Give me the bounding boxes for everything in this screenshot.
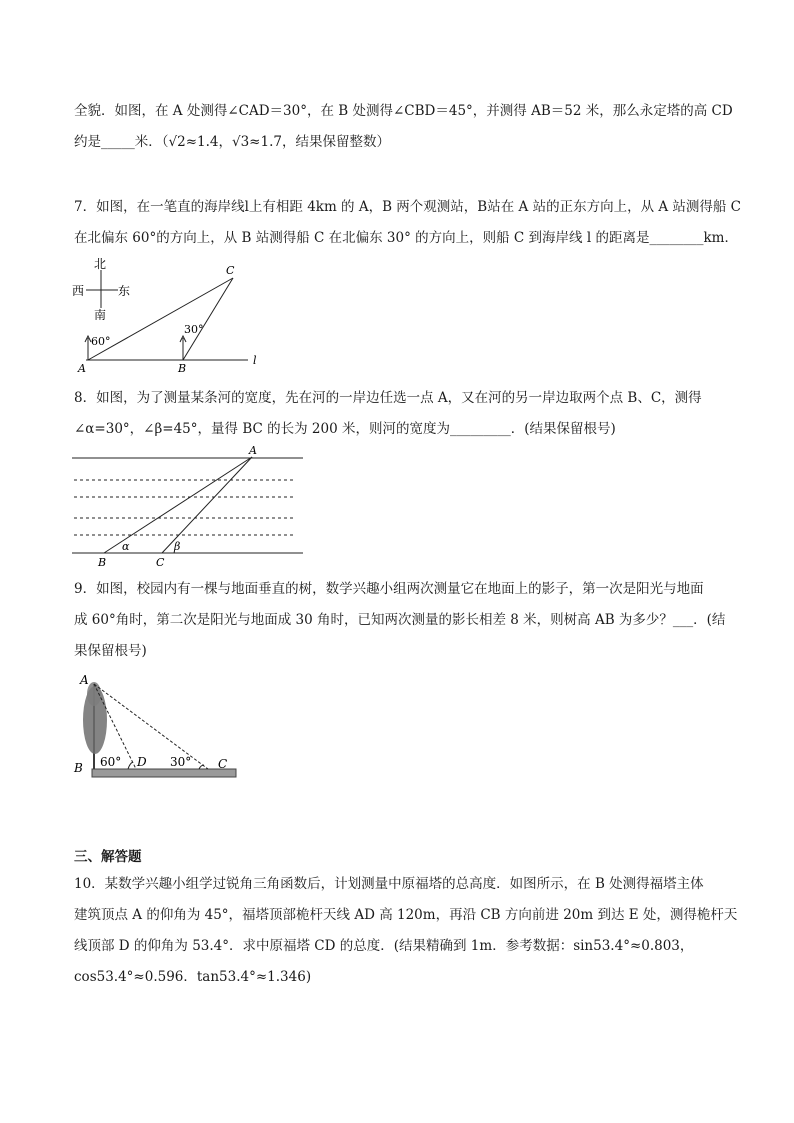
line-ab [104,457,252,553]
angle-60-arc [128,762,133,769]
point-a-label: A [249,444,257,457]
angle-30-label: 30° [184,323,204,336]
q6-text-line2: 约是_____米．（√2≈1.4，√3≈1.7，结果保留整数） [74,134,390,150]
line-ac [162,457,252,553]
point-b-label: B [74,761,83,775]
q8-text-line1: 8．如图，为了测量某条河的宽度，先在河的一岸边任选一点 A，又在河的另一岸边取两个点 B、C，测得 [74,390,702,406]
compass-south-label: 南 [94,308,107,322]
angle-beta-label: β [174,540,181,553]
q8-figure [68,443,308,569]
q9-figure [70,672,242,784]
angle-alpha-label: α [122,540,130,553]
q9-text-line3: 果保留根号) [74,643,147,659]
q8-text-line2: ∠α=30°，∠β=45°，量得 BC 的长为 200 米，则河的宽度为_________．(结果保留根号) [74,421,616,437]
point-b-label: B [98,556,107,569]
angle-60-label: 60° [91,335,111,348]
compass-west-label: 西 [72,284,85,298]
q9-text-line2: 成 60°角时，第二次是阳光与地面成 30 角时，已知两次测量的影长相差 8 米，则树高 AB 为多少？___．(结 [74,612,726,628]
ground-bar [92,769,236,777]
q7-text-line1: 7．如图，在一笔直的海岸线l上有相距 4km 的 A，B 两个观测站，B站在 A 站的正东方向上，从 A 站测得船 C [74,199,742,215]
q10-text-line3: 线顶部 D 的仰角为 53.4°．求中原福塔 CD 的总度．(结果精确到 1m．参考数据：sin53.4°≈0.803， [74,938,694,954]
point-a-label: A [80,673,89,687]
q7-text-line2: 在北偏东 60°的方向上，从 B 站测得船 C 在北偏东 30° 的方向上，则船 C 到海岸线 l 的距离是________km． [74,230,738,246]
compass-east-label: 东 [118,284,131,298]
q9-text-line1: 9．如图，校园内有一棵与地面垂直的树，数学兴趣小组两次测量它在地面上的影子，第一次是阳光与地面 [74,581,704,597]
angle-60-label: 60° [100,755,122,769]
point-c-label: C [156,556,165,569]
section3-heading: 三、解答题 [74,849,142,865]
sight-line-bc [183,278,233,360]
line-l-label: l [253,354,257,367]
q10-text-line1: 10．某数学兴趣小组学过锐角三角函数后，计划测量中原福塔的总高度．如图所示，在 B 处测得福塔主体 [74,876,704,892]
angle-30-label: 30° [170,755,192,769]
point-b-label: B [178,362,187,374]
compass-north-label: 北 [94,257,107,271]
point-c-label: C [218,757,228,771]
point-d-label: D [137,755,147,769]
point-c-label: C [226,264,235,277]
q7-figure [68,256,268,374]
q6-text-line1: 全貌．如图，在 A 处测得∠CAD＝30°，在 B 处测得∠CBD＝45°，并测得 AB＝52 米，那么永定塔的高 CD [74,103,733,119]
point-a-label: A [78,362,86,374]
q10-text-line4: cos53.4°≈0.596．tan53.4°≈1.346) [74,969,312,985]
q10-text-line2: 建筑顶点 A 的仰角为 45°，福塔顶部桅杆天线 AD 高 120m，再沿 CB 方向前进 20m 到达 E 处，测得桅杆天 [74,907,738,923]
